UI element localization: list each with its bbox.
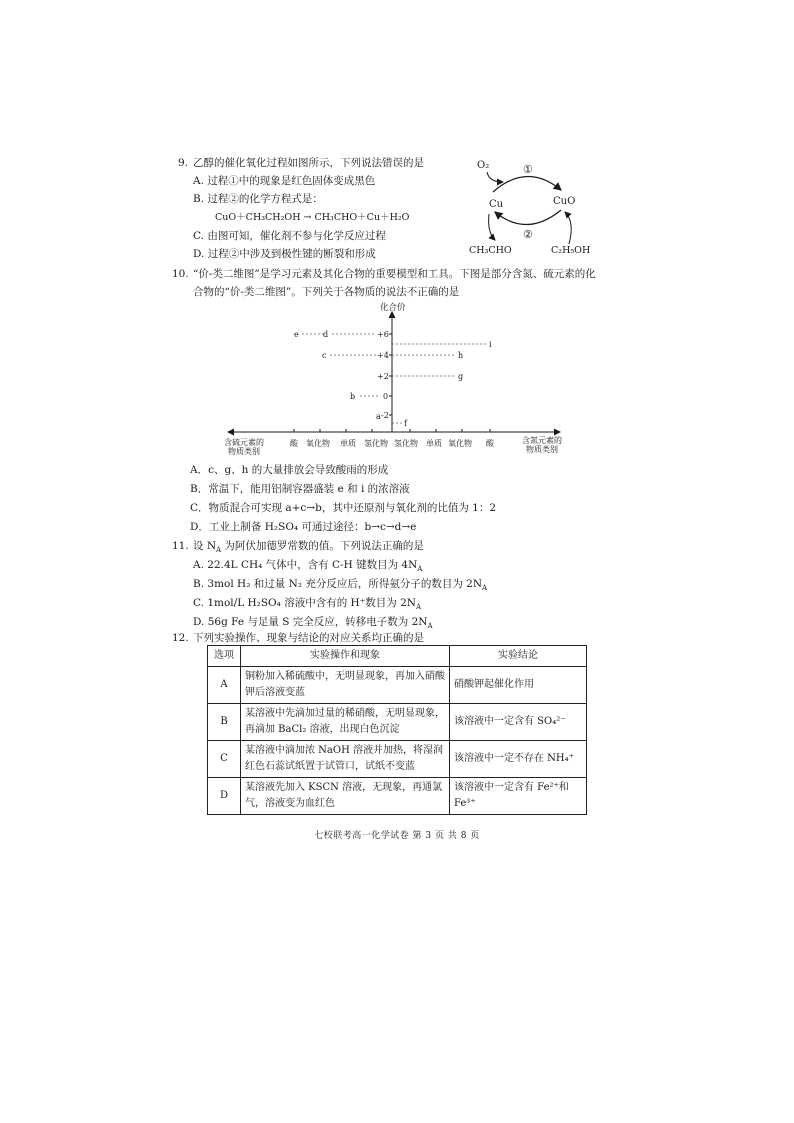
left-cat-element: 单质 xyxy=(340,439,356,448)
q9-option-d: D. 过程②中涉及到极性键的断裂和形成 xyxy=(193,248,376,260)
row-option: B xyxy=(208,704,241,741)
q10-number: 10. xyxy=(172,268,189,280)
point-f: f xyxy=(404,419,407,428)
point-h: h xyxy=(458,351,464,360)
q9-catalysis-diagram xyxy=(465,152,605,262)
q10-option-b: B．常温下，能用铝制容器盛装 e 和 i 的浓溶液 xyxy=(190,483,410,495)
q12-stem: 下列实验操作、现象与结论的对应关系均正确的是 xyxy=(193,632,424,644)
ytick-zero: 0 xyxy=(383,392,389,401)
q9-stem: 乙醇的催化氧化过程如图所示，下列说法错误的是 xyxy=(193,157,424,169)
row-operation: 某溶液中先滴加过量的稀硝酸，无明显现象，再滴加 BaCl₂ 溶液，出现白色沉淀 xyxy=(241,704,450,741)
q11-option-a: A. 22.4L CH₄ 气体中，含有 C-H 键数目为 $4N_A$ xyxy=(193,559,423,574)
table-row xyxy=(208,778,587,815)
right-cat-element: 单质 xyxy=(426,439,442,448)
reactant-label: C₂H₅OH xyxy=(551,245,591,256)
y-axis-label: 化合价 xyxy=(380,303,406,313)
q9-option-b: B. 过程②的化学方程式是： xyxy=(193,193,323,205)
left-cat-oxide: 氧化物 xyxy=(306,439,330,448)
point-e: e xyxy=(294,330,299,339)
point-i: i xyxy=(489,340,492,349)
q11-stem: 设 $N_A$ 为阿伏加德罗常数的值。下列说法正确的是 xyxy=(193,540,424,555)
right-cat-acid: 酸 xyxy=(486,439,494,448)
q10-valence-chart xyxy=(220,298,580,458)
q11-number: 11. xyxy=(172,540,189,552)
row-conclusion: 该溶液中一定含有 Fe²⁺和 Fe³⁺ xyxy=(450,778,587,815)
page-footer: 七校联考高一化学试卷 第 3 页 共 8 页 xyxy=(314,831,480,841)
step2-label: ② xyxy=(523,228,533,241)
q11-option-b: B. 3mol H₂ 和过量 N₂ 充分反应后，所得氨分子的数目为 $2N_A$ xyxy=(193,578,488,593)
table-row xyxy=(208,704,587,741)
right-axis-label-2: 物质类别 xyxy=(526,445,558,454)
table-header-row xyxy=(208,646,587,667)
left-cat-hydride: 氢化物 xyxy=(364,439,388,448)
q9-option-c: C. 由图可知，催化剂不参与化学反应过程 xyxy=(193,230,386,242)
row-option: A xyxy=(208,667,241,704)
point-d: d xyxy=(323,330,329,339)
ytick-plus6: +6 xyxy=(377,330,389,339)
q9-option-a: A. 过程①中的现象是红色固体变成黑色 xyxy=(193,175,376,187)
point-g: g xyxy=(458,372,464,381)
table-row xyxy=(208,667,587,704)
q9-number: 9. xyxy=(178,157,189,169)
left-axis-label-2: 物质类别 xyxy=(228,447,260,456)
point-a: a xyxy=(376,412,381,421)
row-option: C xyxy=(208,741,241,778)
header-operation: 实验操作和现象 xyxy=(241,646,450,667)
o2-label: O₂ xyxy=(477,160,490,171)
q10-stem-line1: “价-类二维图”是学习元素及其化合物的重要模型和工具。下图是部分含氮、硫元素的化 xyxy=(193,268,596,280)
step1-arrow xyxy=(493,176,561,192)
q10-option-a: A．c、g、h 的大量排放会导致酸雨的形成 xyxy=(190,464,389,476)
q12-number: 12. xyxy=(172,632,189,644)
o2-arrow xyxy=(487,172,503,182)
right-cat-hydride: 氢化物 xyxy=(394,439,418,448)
row-operation: 某溶液中滴加浓 NaOH 溶液并加热，将湿润红色石蕊试纸置于试管口，试纸不变蓝 xyxy=(241,741,450,778)
q9-equation: CuO＋CH₃CH₂OH → CH₃CHO＋Cu＋H₂O xyxy=(215,212,410,223)
row-operation: 某溶液先加入 KSCN 溶液，无现象，再通氯气，溶液变为血红色 xyxy=(241,778,450,815)
ytick-plus4: +4 xyxy=(377,351,389,360)
q11-option-c: C. 1mol/L H₂SO₄ 溶液中含有的 H⁺数目为 $2N_A$ xyxy=(193,597,422,612)
ytick-plus2: +2 xyxy=(377,372,389,381)
row-conclusion: 该溶液中一定不存在 NH₄⁺ xyxy=(450,741,587,778)
q11-option-d: D. 56g Fe 与足量 S 完全反应，转移电子数为 $2N_A$ xyxy=(193,616,433,631)
step2-arrow xyxy=(495,210,561,225)
ytick-minus2: -2 xyxy=(381,411,389,420)
cu-label: Cu xyxy=(489,199,504,210)
q12-experiment-table xyxy=(207,645,587,815)
row-conclusion: 硝酸钾起催化作用 xyxy=(450,667,587,704)
q10-option-c: C．物质混合可实现 a+c→b，其中还原剂与氧化剂的比值为 1：2 xyxy=(190,502,497,514)
product-arrow xyxy=(489,214,495,240)
q10-stem-line2: 合物的“价-类二维图”。下列关于各物质的说法不正确的是 xyxy=(193,286,460,298)
step1-label: ① xyxy=(523,163,533,176)
q10-option-d: D．工业上制备 H₂SO₄ 可通过途径：b→c→d→e xyxy=(190,521,417,533)
cuo-label: CuO xyxy=(553,196,576,207)
right-axis-label-1: 含氮元素的 xyxy=(522,436,562,445)
product-label: CH₃CHO xyxy=(469,245,512,256)
left-cat-acid: 酸 xyxy=(290,439,298,448)
header-conclusion: 实验结论 xyxy=(450,646,587,667)
table-row xyxy=(208,741,587,778)
point-c: c xyxy=(322,351,327,360)
point-b: b xyxy=(350,392,356,401)
reactant-arrow xyxy=(565,212,571,244)
header-option: 选项 xyxy=(208,646,241,667)
right-cat-oxide: 氧化物 xyxy=(448,439,472,448)
row-operation: 铜粉加入稀硫酸中，无明显现象，再加入硝酸钾后溶液变蓝 xyxy=(241,667,450,704)
row-option: D xyxy=(208,778,241,815)
left-axis-label-1: 含硫元素的 xyxy=(224,438,264,447)
row-conclusion: 该溶液中一定含有 SO₄²⁻ xyxy=(450,704,587,741)
